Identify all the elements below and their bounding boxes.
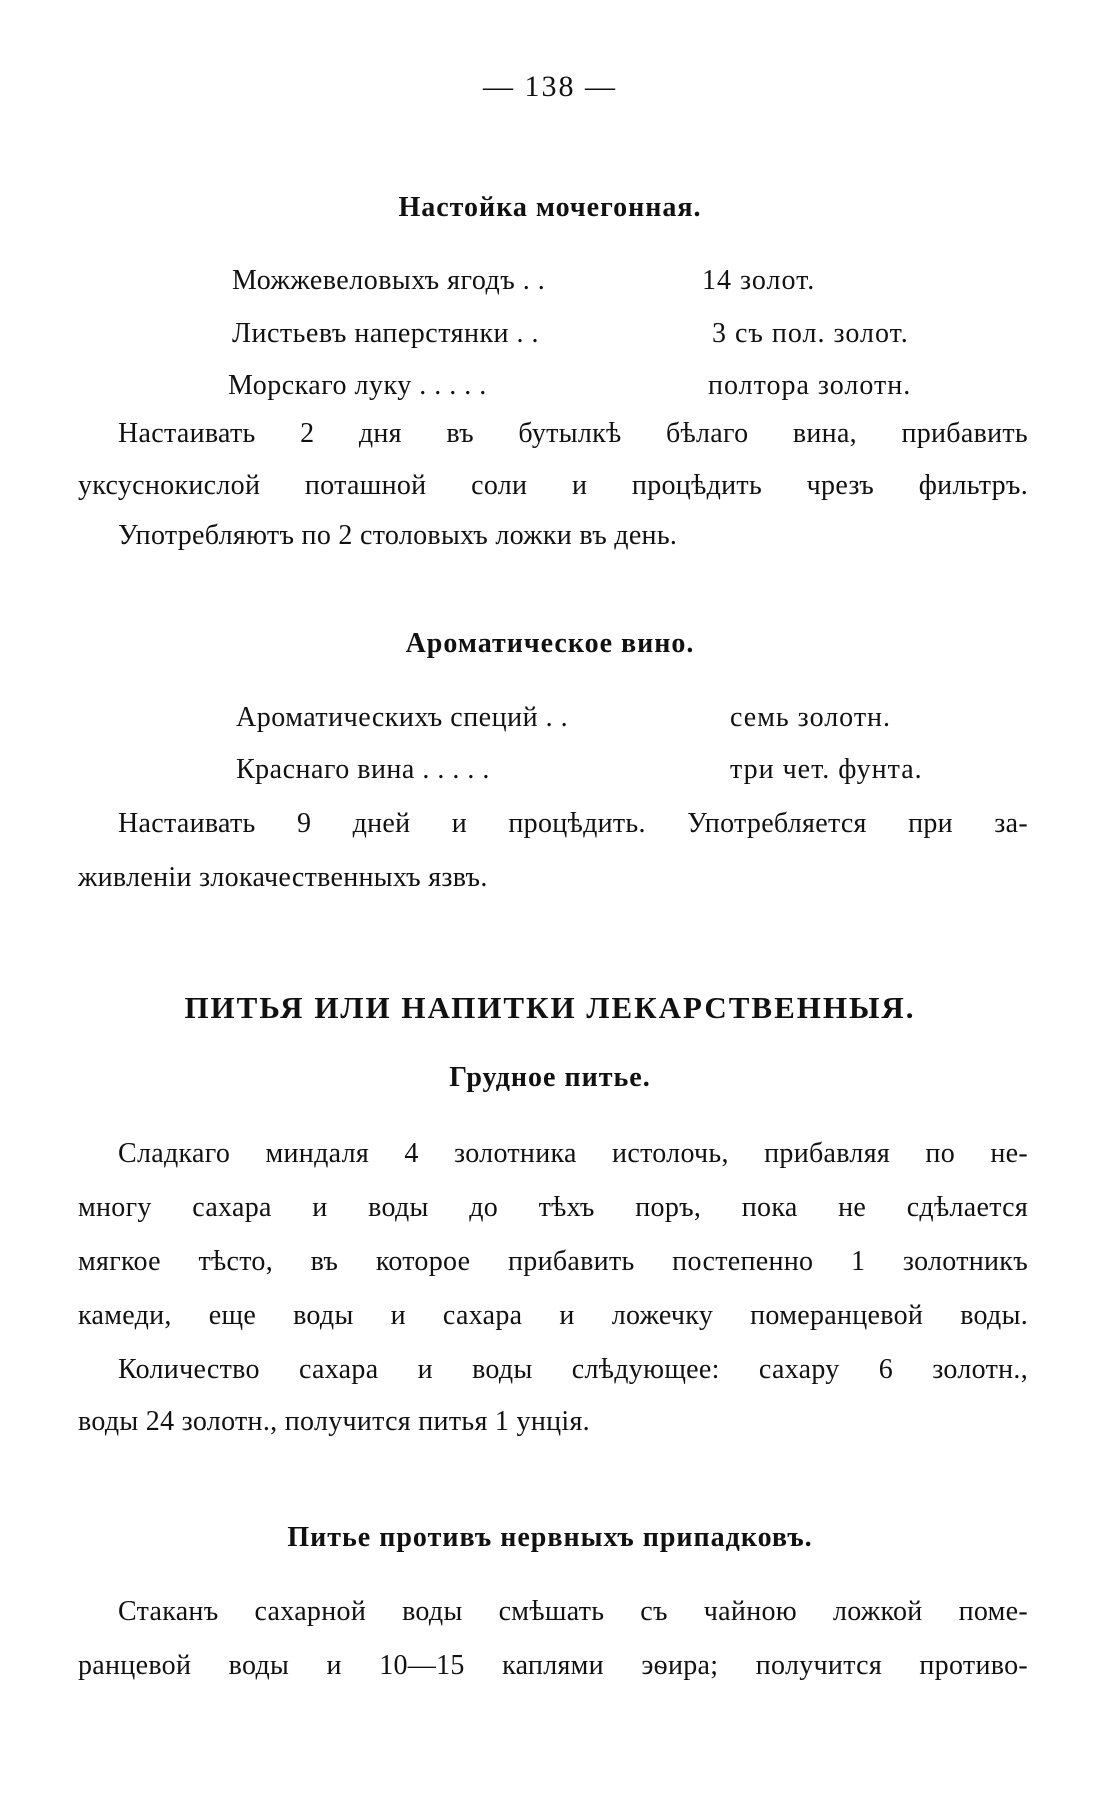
body-text-line: воды 24 золотн., получится питья 1 унція. — [78, 1406, 590, 1437]
ingredient-qty: 3 съ пол. золот. — [712, 318, 909, 349]
ingredient-name: Листьевъ наперстянки . . — [232, 318, 540, 349]
section-title-chest-drink: Грудное питье. — [449, 1062, 651, 1093]
section-title-aromatic-wine: Ароматическое вино. — [405, 628, 695, 659]
body-text-line: уксуснокислой поташной соли и процѣдить чрезъ фильтръ. — [78, 470, 1028, 501]
body-text-line: Стаканъ сахарной воды смѣшать съ чайною ложкой поме- — [118, 1596, 1028, 1627]
ingredient-qty: 14 золот. — [702, 265, 816, 296]
body-text-line: Употребляютъ по 2 столовыхъ ложки въ день. — [118, 520, 678, 551]
ingredient-qty: три чет. фунта. — [730, 754, 923, 785]
body-text-line: Настаивать 9 дней и процѣдить. Употребляется при за- — [118, 808, 1028, 839]
body-text-line: Сладкаго миндаля 4 золотника истолочь, прибавляя по не- — [118, 1138, 1028, 1169]
ingredient-name: Морскаго луку . . . . . — [228, 370, 487, 401]
section-title-diuretic-tincture: Настойка мочегонная. — [398, 192, 702, 223]
ingredient-qty: семь золотн. — [730, 702, 892, 733]
body-text-line: ранцевой воды и 10—15 каплями эѳира; получится противо- — [78, 1650, 1028, 1681]
ingredient-qty: полтора золотн. — [708, 370, 912, 401]
body-text-line: живленіи злокачественныхъ язвъ. — [78, 862, 488, 893]
page-number: — 138 — — [483, 70, 617, 103]
body-text-line: Настаивать 2 дня въ бутылкѣ бѣлаго вина, прибавить — [118, 418, 1028, 449]
body-text-line: камеди, еще воды и сахара и ложечку померанцевой воды. — [78, 1300, 1028, 1331]
section-title-nervous-attacks-drink: Питье противъ нервныхъ припадковъ. — [287, 1522, 813, 1553]
chapter-title: ПИТЬЯ ИЛИ НАПИТКИ ЛЕКАРСТВЕННЫЯ. — [184, 990, 916, 1025]
body-text-line: многу сахара и воды до тѣхъ поръ, пока не сдѣлается — [78, 1192, 1028, 1223]
body-text-line: Количество сахара и воды слѣдующее: сахару 6 золотн., — [118, 1354, 1028, 1385]
ingredient-name: Можжевеловыхъ ягодъ . . — [232, 265, 546, 296]
ingredient-name: Ароматическихъ специй . . — [236, 702, 569, 733]
body-text-line: мягкое тѣсто, въ которое прибавить постепенно 1 золотникъ — [78, 1246, 1028, 1277]
ingredient-name: Краснаго вина . . . . . — [236, 754, 490, 785]
